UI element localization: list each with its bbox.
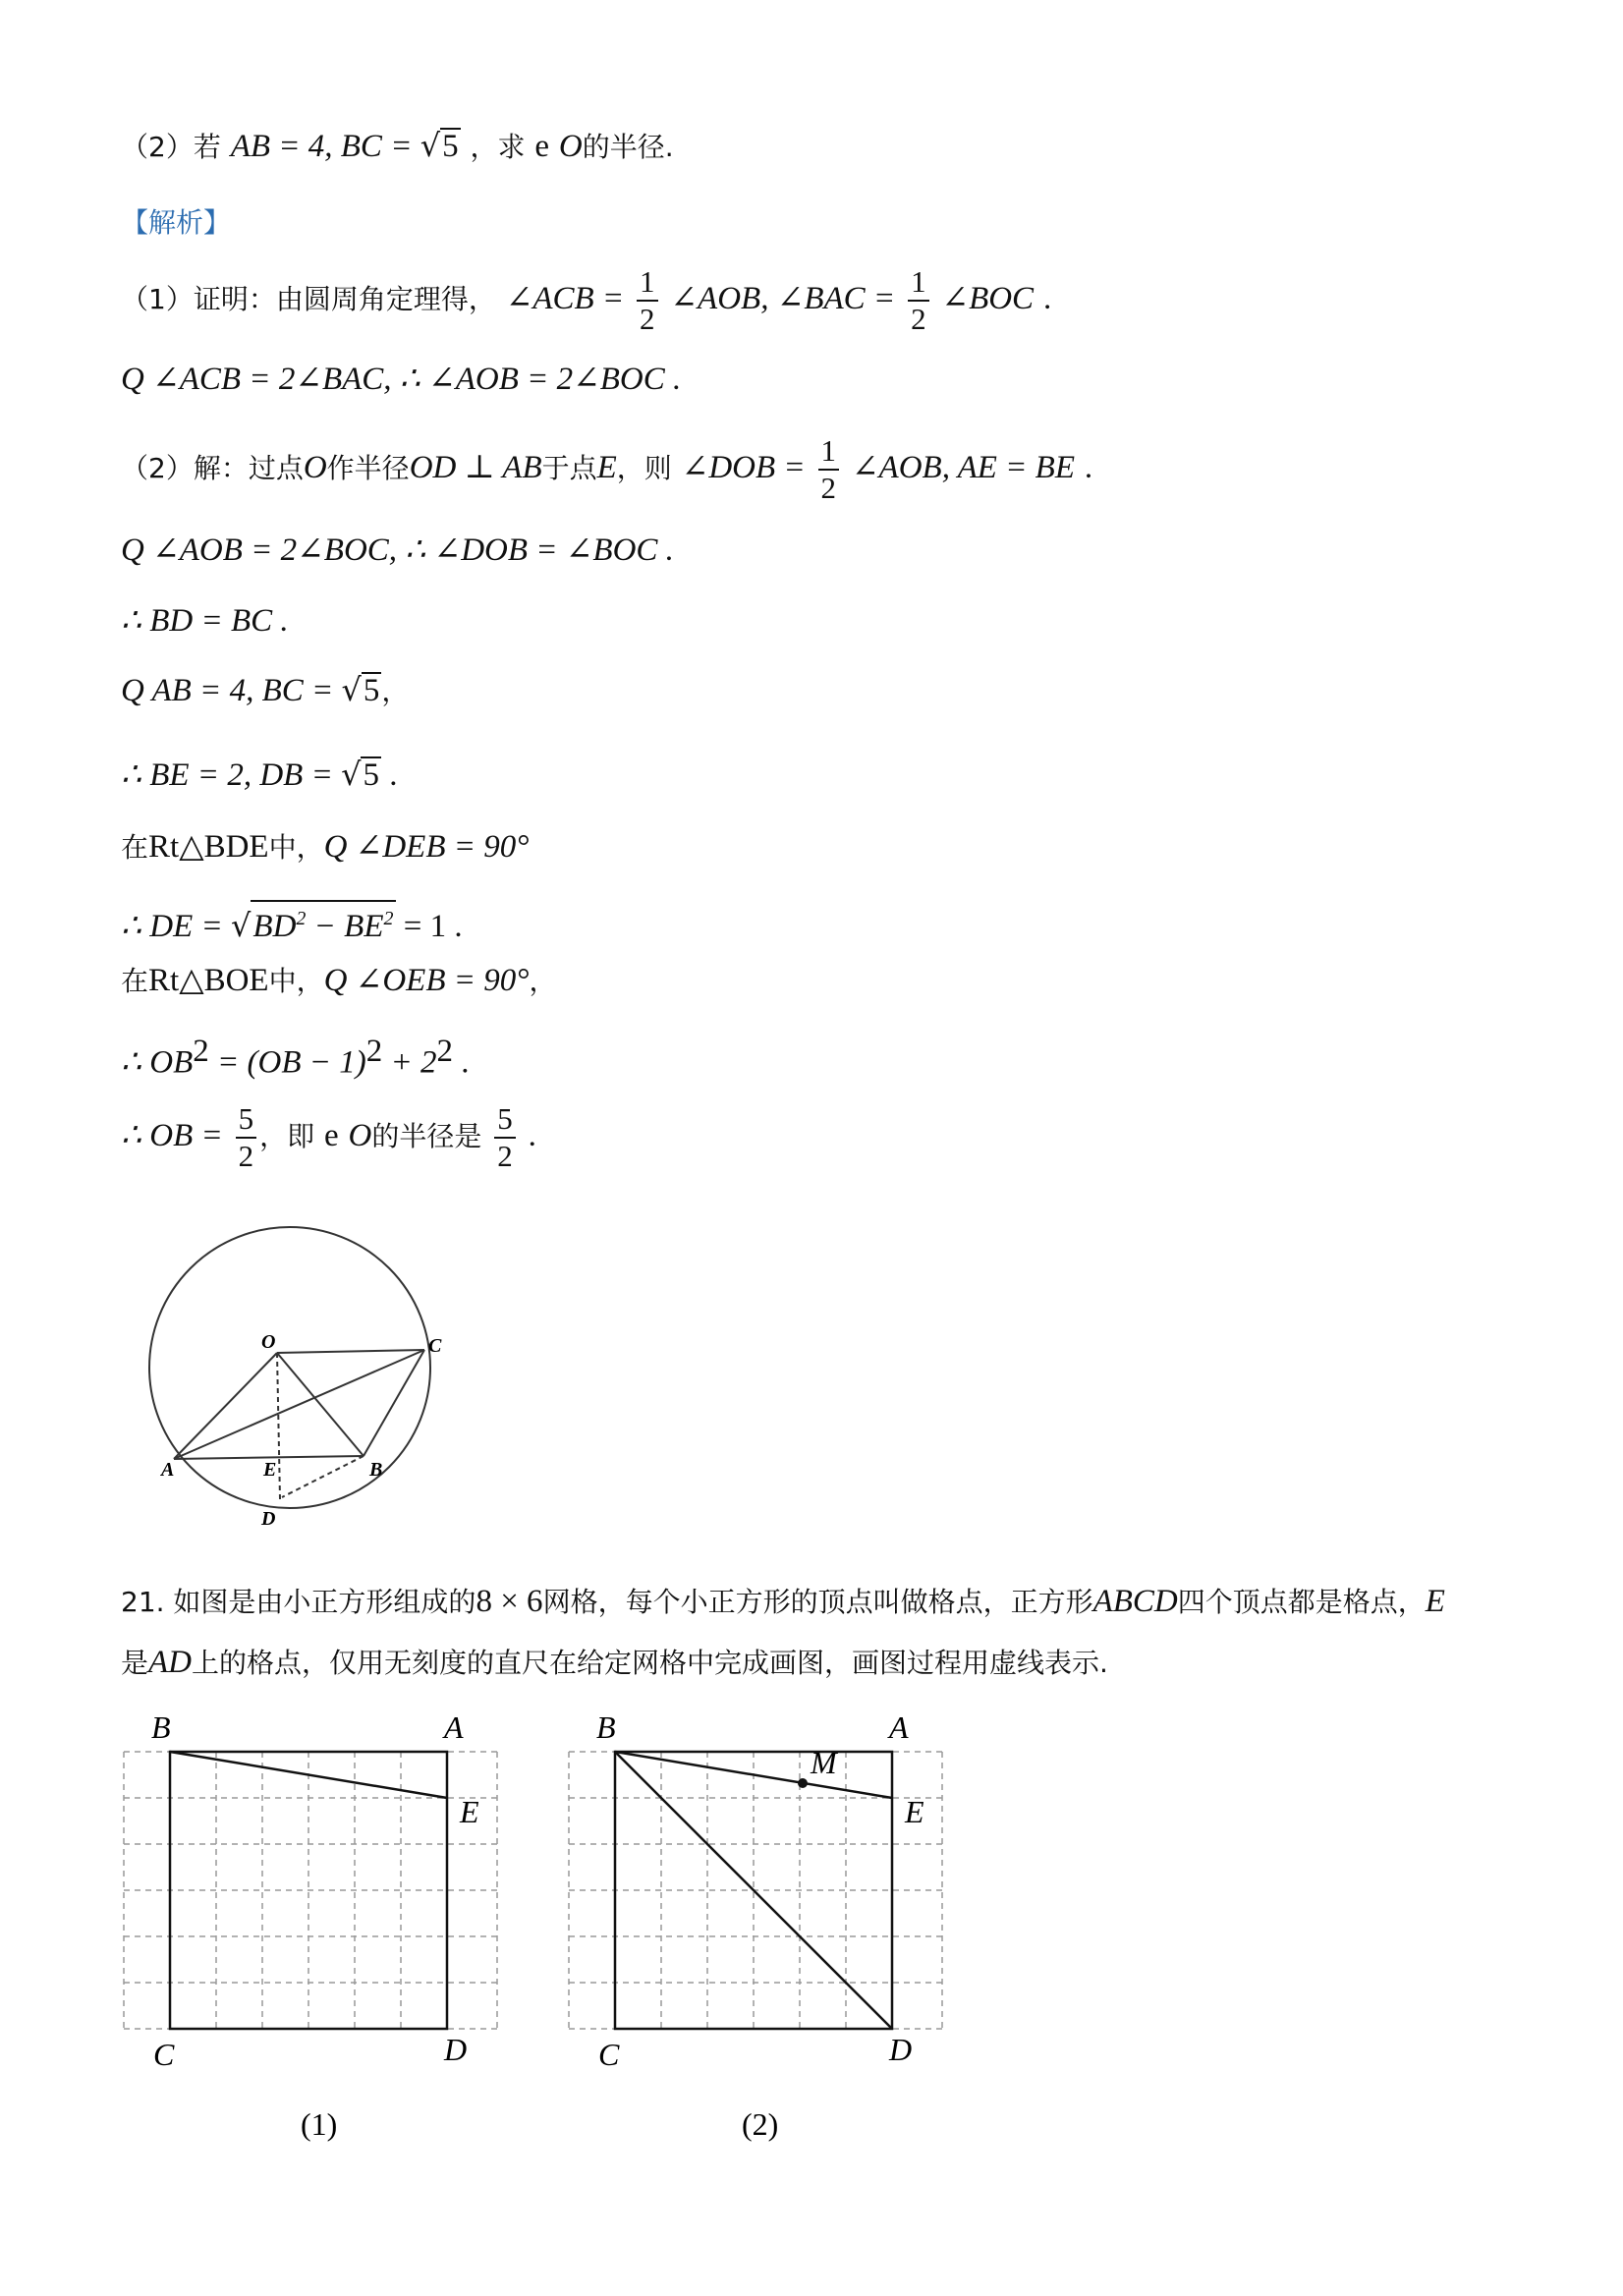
label-a: A [889,1709,909,1745]
segment-be [170,1752,447,1798]
proof-step-6: Q AB = 4, BC = √5， [121,671,410,708]
label-a: A [161,1459,175,1481]
caption-2: (2) [742,2106,779,2142]
label-d: D [889,2032,913,2067]
circle-figure [128,1208,501,1582]
label-a: A [444,1709,464,1745]
fraction-half: $\frac{1}{2}$ [637,264,658,337]
fraction-half: $\frac{1}{2}$ [908,264,929,337]
proof-step-9: ∴ DE = $√BD^2 - BE^2 = 1$ . [121,900,463,946]
label-d: D [261,1508,276,1530]
proof-step-12: ∴ OB = $\frac{5}{2}$ ，即 e O的半径是 $\frac{5}{2}$ . [121,1100,536,1173]
proof-step-4: Q ∠AOB = 2∠BOC, ∴ ∠DOB = ∠BOC . [121,532,674,568]
proof-step-5: ∴ BD = BC . [121,603,289,639]
label-e: E [263,1459,277,1481]
label-c: C [153,2037,175,2072]
proof-step-2: Q ∠ACB = 2∠BAC, ∴ ∠AOB = 2∠BOC . [121,362,682,397]
question-21-line-1: 21. 如图是由小正方形组成的8 × 6网格，每个小正方形的顶点叫做格点，正方形ABCD四个顶点都是格点，E [121,1584,1445,1619]
proof-step-11: ∴ $OB^2 = (OB - 1)^2 + 2^2$ . [121,1034,470,1081]
segment-oa [174,1353,277,1459]
label-e: E [460,1794,479,1829]
label-d: D [444,2032,468,2067]
label-b: B [596,1709,616,1745]
fraction-five-halves: $\frac{5}{2}$ [236,1101,257,1174]
proof-step-10: 在Rt△BOE中，Q ∠OEB = 90°， [121,963,557,998]
label-m: M [811,1745,837,1780]
caption-1: (1) [301,2106,338,2142]
proof-step-8: 在Rt△BDE中，Q ∠DEB = 90° [121,829,530,865]
proof-step-7: ∴ BE = 2, DB = √5 . [121,756,398,793]
label-c: C [598,2037,620,2072]
segment-bc [364,1350,424,1456]
label-o: O [261,1331,276,1353]
segment-be [615,1752,892,1798]
segment-od-dashed [277,1353,280,1499]
segment-ob [277,1353,364,1456]
fraction-five-halves: $\frac{5}{2}$ [494,1101,516,1174]
label-b: B [369,1459,383,1481]
segment-bd-dashed [282,1456,364,1497]
part2-question: （2）若 AB = 4, BC = √5 ，求 e O的半径. [121,127,674,164]
analysis-label: 【解析】 [121,206,232,239]
label-c: C [428,1335,442,1357]
segment-ac [174,1350,424,1459]
grid-figure-1 [108,1705,521,2156]
grid-figure-2 [553,1705,966,2156]
proof-step-1: （1）证明：由圆周角定理得， ∠ACB = $\frac{1}{2}$ ∠AOB, ∠BAC = $\frac{1}{2}$ ∠BOC . [121,263,1052,336]
segment-oc [277,1350,424,1353]
fraction-half: $\frac{1}{2}$ [818,433,840,506]
point-m [798,1778,808,1788]
grid-lines [569,1752,942,2029]
label-e: E [905,1794,924,1829]
question-21-line-2: 是AD上的格点，仅用无刻度的直尺在给定网格中完成画图，画图过程用虚线表示. [121,1645,1108,1680]
proof-step-3: （2）解：过点O作半径OD ⊥ AB于点E，则 ∠DOB = $\frac{1}{2}$ ∠AOB, AE = BE . [121,432,1093,505]
grid-lines [124,1752,497,2029]
label-b: B [151,1709,171,1745]
